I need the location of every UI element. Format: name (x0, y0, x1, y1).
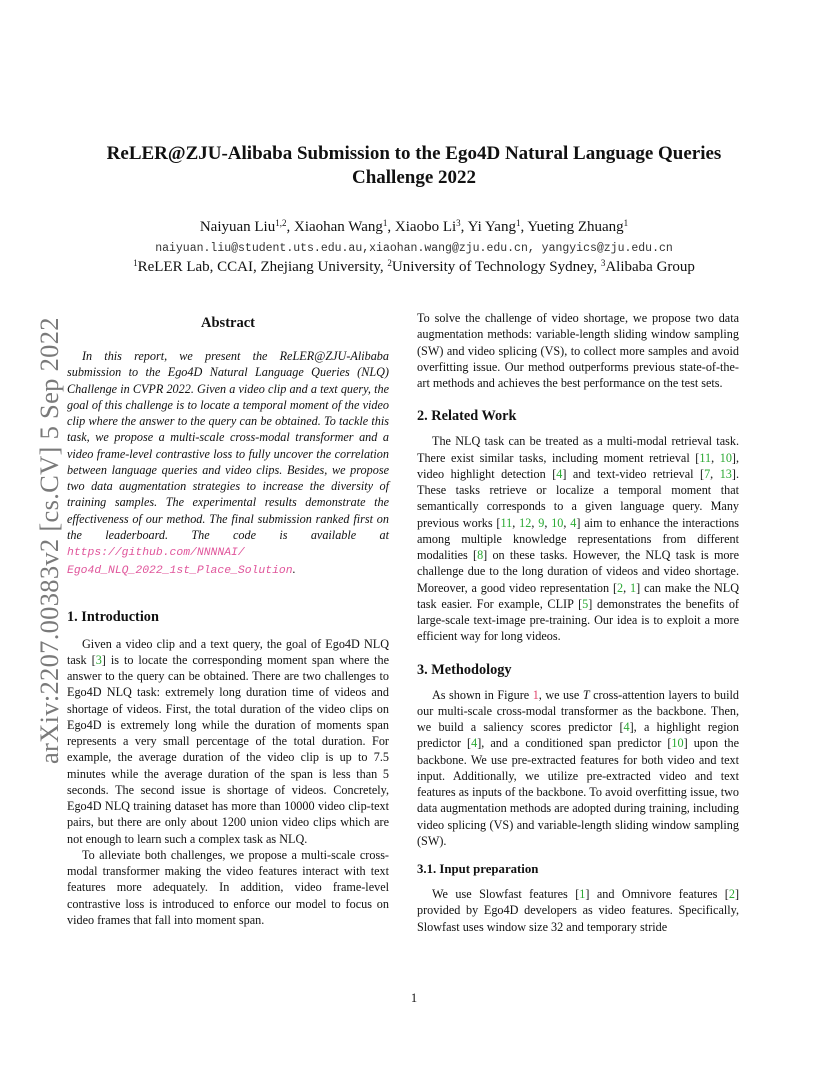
paper-title (60, 142, 768, 190)
author-name: Yueting Zhuang (527, 219, 624, 235)
related-work-paragraph: The NLQ task can be treated as a multi-modal retrieval task. There exist similar tasks, including moment retrieval [11, 10], video highlight detection [4] and text-video retrieval [7, 13]. These tasks retrieve or localize a temporal moment that semantically corresponds to a given language query. Many previous works [11, 12, 9, 10, 4] aim to enhance the interactions among multiple knowledge representations from different modalities [8] on these tasks. However, the NLQ task is more challenge due to the long duration of videos and video shortage. Moreover, a good video representation [2, 1] can make the NLQ task easier. For example, CLIP [5] demonstrates the benefits of large-scale text-image pre-training. Our idea is to exploit a more efficient way for long videos. (417, 434, 740, 644)
author-emails: naiyuan.liu@student.uts.edu.au,xiaohan.wang@zju.edu.cn, yangyics@zju.edu.cn (155, 242, 673, 255)
abstract-paragraph (67, 348, 389, 580)
affil-name: Alibaba Group (605, 259, 695, 275)
author-name: Naiyuan Liu (199, 219, 276, 235)
abstract-body (67, 348, 389, 580)
affil-name: University of Technology Sydney, (391, 259, 601, 275)
author-affil-mark: 3 (456, 218, 461, 228)
author-name: Xiaobo Li (394, 219, 457, 235)
author-name: Yi Yang (467, 219, 516, 235)
author-name: Xiaohan Wang (293, 219, 383, 235)
citation-link[interactable]: 8 (477, 548, 484, 562)
abstract-end: . (292, 562, 296, 577)
arxiv-side-label: arXiv:2207.00383v2 [cs.CV] 5 Sep 2022 (34, 317, 64, 764)
citation-link[interactable]: 4 (623, 720, 630, 734)
author-affil-mark: 1 (515, 218, 521, 228)
citation-link[interactable]: 2 (728, 887, 735, 901)
affil-mark: 2 (387, 258, 392, 268)
page-number: 1 (410, 991, 418, 1005)
code-link[interactable]: https://github.com/NNNNAI/ Ego4d_NLQ_2022_1st_Place_Solution (67, 547, 293, 578)
citation-link[interactable]: 13 (719, 466, 732, 481)
citation-link[interactable]: 1 (630, 580, 637, 595)
citation-link[interactable]: 11 (699, 450, 712, 465)
left-column (67, 310, 389, 928)
figure-link[interactable]: 1 (532, 687, 539, 702)
citation-link[interactable]: 10 (551, 515, 564, 530)
section-heading-methodology: 3. Methodology (417, 661, 512, 678)
citation-link[interactable]: 4 (556, 466, 563, 481)
citation-link[interactable]: 4 (570, 515, 577, 530)
citation-link[interactable]: 7 (704, 466, 711, 481)
title-line-1: ReLER@ZJU-Alibaba Submission to the Ego4D Natural Language Queries (106, 143, 722, 164)
right-column (417, 310, 739, 935)
affiliations (60, 257, 768, 277)
affil-mark: 3 (600, 258, 606, 268)
citation-link[interactable]: 10 (671, 736, 684, 751)
affil-mark: 1 (133, 258, 138, 268)
citation-link[interactable]: 4 (471, 736, 478, 751)
citation-link[interactable]: 10 (719, 450, 732, 465)
subsection-heading-input-preparation: 3.1. Input preparation (417, 862, 539, 876)
author-affil-mark: 1 (623, 218, 629, 228)
section-heading-related-work: 2. Related Work (417, 408, 517, 425)
section-heading-introduction: 1. Introduction (67, 608, 159, 625)
author-list: Naiyuan Liu$^{1,2}$, Xiaohan Wang$^1$, Xiaobo Li$^3$, Yi Yang$^1$, Yueting Zhuang$^1$ (199, 218, 629, 235)
citation-link[interactable]: 3 (95, 652, 102, 667)
intro-paragraph-2: To alleviate both challenges, we propose a multi-scale cross-modal transformer making the video features interact with text features more adequately. In addition, video frame-level contrastive loss is introduced to enforce our model to focus on video frames that fall into moment span. (67, 847, 389, 927)
title-line-2: Challenge 2022 (351, 167, 477, 188)
citation-link[interactable]: 9 (538, 515, 545, 530)
citation-link[interactable]: 12 (519, 515, 532, 530)
citation-link[interactable]: 2 (617, 580, 624, 595)
author-affil-mark: 1,2 (275, 218, 287, 228)
abstract-heading: Abstract (201, 315, 255, 331)
citation-link[interactable]: 5 (582, 596, 589, 611)
affil-name: ReLER Lab, CCAI, Zhejiang University, (137, 259, 388, 275)
citation-link[interactable]: 11 (500, 515, 513, 530)
input-preparation-paragraph: We use Slowfast features [1] and Omnivore features [2] provided by Ego4D developers as video features. Specifically, Slowfast uses window size 32 and temporary stride (417, 887, 740, 934)
author-affil-mark: 1 (382, 218, 388, 228)
intro-paragraph-1: Given a video clip and a text query, the goal of Ego4D NLQ task [3] is to locate the corresponding moment span where the answer to the query can be obtained. There are two challenges to Ego4D NLQ task: extremely long duration time of videos and shortage of videos. First, the total duration of the video clips on Ego4D is extremely long while the duration of moments span represents a very small percentage of the total duration. For example, the average duration of the video clip is up to 7.5 minutes while the average duration of the span is less than 5 seconds. The second issue is shortage of videos. Concretely, Ego4D NLQ training dataset has more than 10000 video clip-text pairs, but there are only about 1200 union video clips which are not enough to learn such a complex task as NLQ. (67, 636, 389, 846)
methodology-paragraph: As shown in Figure 1, we use T cross-attention layers to build our multi-scale cross-modal transformer as the backbone. Then, we build a saliency scores predictor [4], a highlight region predictor [4], and a conditioned span predictor [10] upon the backbone. We use pre-extracted features for both video and text input. Additionally, we utilize pre-extracted video and text features as inputs of the backbone. To avoid overfitting issue, two data augmentation methods are adopted during training, including video splicing (VS) and variable-length sliding window sampling (SW). (417, 687, 739, 848)
intro-continuation-paragraph: To solve the challenge of video shortage, we propose two data augmentation methods: variable-length sliding window sampling (SW) and video splicing (VS), to collect more samples and avoid overfitting issue. Our method outperforms previous state-of-the-art methods and achieves the best performance on the test sets. (417, 311, 739, 390)
math-variable: T (582, 687, 590, 702)
abstract-text: In this report, we present the ReLER@ZJU-Alibaba submission to the Ego4D Natural Language Queries (NLQ) Challenge in CVPR 2022. Given a video clip and a text query, the goal of this challenge is to locate a temporal moment of the video clip where the answer to the query can be obtained. To tackle this task, we propose a multi-scale cross-modal transformer and a video frame-level contrastive loss to fully uncover the correlation between language queries and video clips. Besides, we propose two data augmentation strategies to increase the diversity of training samples. The experimental results demonstrate the effectiveness of our method. The final submission ranked first on the leaderboard. The code is available at (67, 349, 389, 542)
citation-link[interactable]: 1 (579, 887, 586, 901)
